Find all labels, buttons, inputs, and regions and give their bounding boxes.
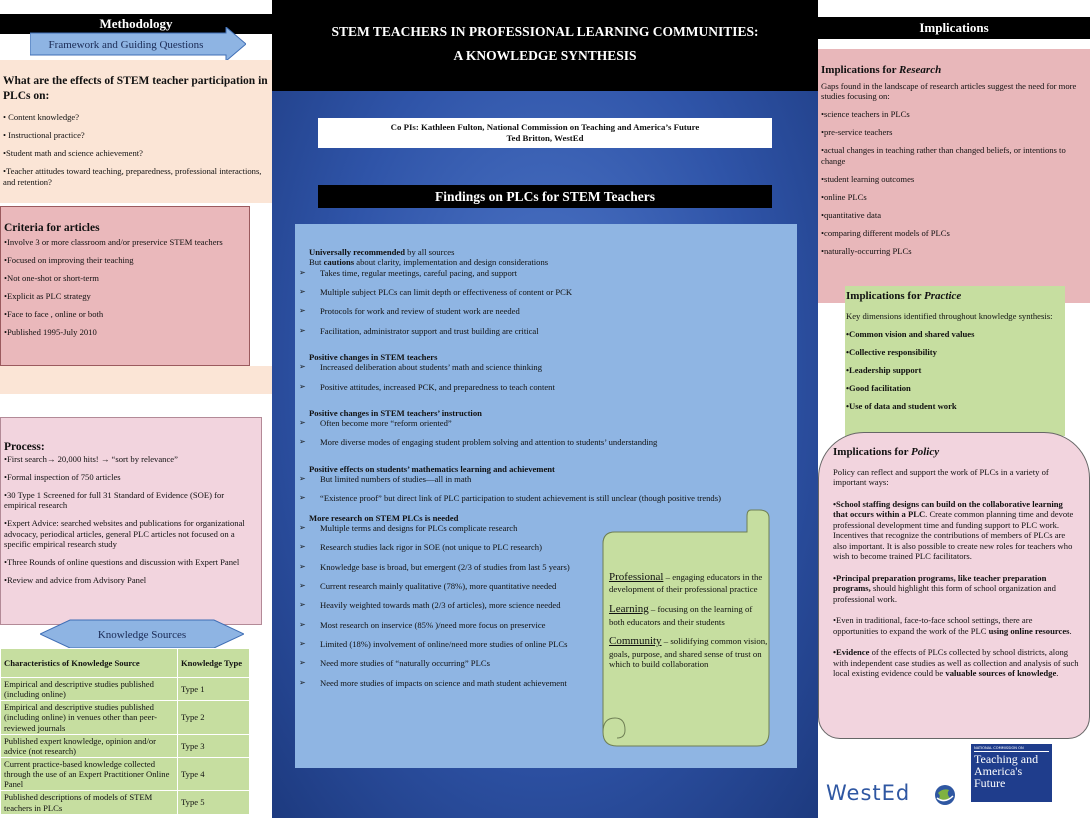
plc-definitions [609, 571, 769, 678]
table-header-row [1, 649, 250, 678]
source-type: Type 5 [178, 791, 250, 814]
practice-heading: Implications for Practice [846, 290, 962, 302]
criteria-item: •Published 1995-July 2010 [4, 326, 97, 337]
wested-globe-icon [934, 784, 956, 806]
question-item: •Teacher attitudes toward teaching, preparedness, professional interactions, and retention? [3, 166, 262, 187]
practice-intro: Key dimensions identified throughout knowledge synthesis: [846, 311, 1053, 321]
criteria-item: •Explicit as PLC strategy [4, 290, 91, 301]
finding-bullet: ➢ Limited (18%) involvement of online/need more studies of online PLCs [298, 639, 610, 649]
source-type: Type 2 [178, 701, 250, 734]
process-item: •Review and advice from Advisory Panel [4, 575, 147, 586]
source-description: Published descriptions of models of STEM teachers in PLCs [1, 791, 178, 814]
finding-bullet: ➢ Knowledge base is broad, but emergent (2/3 of studies from last 5 years) [298, 562, 610, 572]
criteria-item: •Not one-shot or short-term [4, 272, 99, 283]
finding-bullet: ➢ Heavily weighted towards math (2/3 of articles), more science needed [298, 600, 610, 610]
policy-heading: Implications for Policy [833, 446, 940, 458]
table-row [1, 734, 250, 757]
process-heading: Process: [4, 441, 45, 453]
ncta-line-2: America's [974, 764, 1023, 778]
criteria-item: •Involve 3 or more classroom and/or preservice STEM teachers [4, 237, 223, 247]
instruction-heading: Positive changes in STEM teachers’ instruction [309, 407, 482, 418]
process-item: •First search→ 20,000 hits! → “sort by relevance” [4, 454, 178, 464]
criteria-box [0, 206, 250, 366]
process-item: •Formal inspection of 750 articles [4, 471, 121, 482]
implications-header: Implications [818, 17, 1090, 39]
finding-bullet: ➢ Research studies lack rigor in SOE (not unique to PLC research) [298, 542, 610, 552]
finding-bullet: ➢ More diverse modes of engaging student problem solving and attention to students’ understanding [298, 437, 610, 447]
guiding-questions-box [0, 60, 272, 203]
stem-teachers-heading: Positive changes in STEM teachers [309, 351, 438, 362]
ncta-logo [971, 744, 1052, 802]
policy-item: •Evidence of the effects of PLCs collected by school districts, along with independent case studies as well as collection and analysis of such local existing evidence could be valuable sources of knowledge. [833, 647, 1079, 679]
plc-community: Community – solidifying common vision, goals, purpose, and shared sense of trust on which to build collaboration [609, 635, 768, 670]
title-line-1: STEM TEACHERS IN PROFESSIONAL LEARNING COMMUNITIES: [331, 24, 759, 39]
findings-header: Findings on PLCs for STEM Teachers [318, 185, 772, 208]
source-description: Empirical and descriptive studies published (including online) [1, 678, 178, 701]
policy-implications-box [818, 432, 1090, 739]
question-item: • Instructional practice? [3, 130, 85, 141]
source-description: Published expert knowledge, opinion and/or advice (not research) [1, 734, 178, 757]
methodology-header: Methodology [0, 14, 272, 34]
title-line-2: A KNOWLEDGE SYNTHESIS [453, 47, 637, 63]
left-background-fill [0, 366, 272, 394]
research-item: •quantitative data [821, 209, 882, 220]
ncta-line-1: Teaching and [974, 752, 1039, 766]
policy-item: •Principal preparation programs, like teacher preparation programs, should highlight this form of school organization and professional work. [833, 572, 1056, 604]
knowledge-sources-label: Knowledge Sources [97, 629, 187, 641]
research-item: •comparing different models of PLCs [821, 227, 950, 238]
co-pis-box [318, 118, 772, 148]
process-item: •30 Type 1 Screened for full 31 Standard of Evidence (SOE) for empirical research [4, 489, 225, 511]
achievement-heading: Positive effects on students’ mathematics learning and achievement [309, 463, 555, 474]
finding-bullet: ➢ Increased deliberation about students’ math and science thinking [298, 362, 610, 372]
practice-implications-box [845, 286, 1065, 436]
process-box [0, 417, 262, 625]
research-item: •science teachers in PLCs [821, 109, 910, 120]
question-item: • Content knowledge? [3, 112, 80, 123]
wested-logo-text: WestEd [826, 781, 911, 805]
policy-item: •Even in traditional, face-to-face school settings, there are opportunities to expand the work of the PLC using online resources. [833, 615, 1072, 636]
research-implications-box [818, 49, 1090, 303]
knowledge-sources-banner [40, 619, 244, 649]
source-type: Type 3 [178, 734, 250, 757]
research-item: •student learning outcomes [821, 173, 915, 184]
process-item: •Three Rounds of online questions and discussion with Expert Panel [4, 557, 240, 568]
finding-bullet: ➢ Current research mainly qualitative (78%), more quantitative needed [298, 581, 610, 591]
source-description: Empirical and descriptive studies published (including online) in venues other than peer-reviewed journals [1, 701, 178, 734]
policy-intro: Policy can reflect and support the work of PLCs in a variety of important ways: [833, 467, 1049, 488]
research-item: •naturally-occurring PLCs [821, 245, 912, 256]
practice-item: •Collective responsibility [846, 346, 937, 357]
col-characteristics: Characteristics of Knowledge Source [1, 649, 178, 678]
source-type: Type 1 [178, 678, 250, 701]
ncta-line-3: Future [974, 776, 1006, 790]
ncta-small-text: NATIONAL COMMISSION ON [974, 746, 1049, 752]
criteria-item: •Focused on improving their teaching [4, 254, 134, 265]
finding-bullet: ➢ Positive attitudes, increased PCK, and preparedness to teach content [298, 382, 610, 392]
poster-title [272, 0, 818, 91]
plc-learning: Learning – focusing on the learning of both educators and their students [609, 603, 753, 627]
more-research-heading: More research on STEM PLCs is needed [309, 512, 459, 523]
criteria-heading: Criteria for articles [4, 222, 100, 234]
knowledge-sources-table [0, 648, 250, 815]
finding-bullet: ➢ Need more studies of “naturally occurring” PLCs [298, 658, 610, 668]
col-knowledge-type: Knowledge Type [178, 649, 250, 678]
research-item: •actual changes in teaching rather than changed beliefs, or intentions to change [821, 145, 1066, 166]
practice-item: •Use of data and student work [846, 400, 957, 411]
finding-bullet: ➢ Need more studies of impacts on science and math student achievement [298, 678, 610, 688]
questions-heading: What are the effects of STEM teacher participation in PLCs on: [3, 75, 268, 102]
finding-bullet: ➢ Most research on inservice (85% )/need more focus on preservice [298, 620, 610, 630]
finding-bullet: ➢ Often become more “reform oriented” [298, 418, 610, 428]
table-row [1, 757, 250, 790]
finding-bullet: ➢ Takes time, regular meetings, careful pacing, and support [298, 268, 610, 278]
source-type: Type 4 [178, 757, 250, 790]
finding-bullet: ➢ Protocols for work and review of student work are needed [298, 306, 610, 316]
source-description: Current practice-based knowledge collected through the use of an Expert Practitioner Online Panel [1, 757, 178, 790]
research-item: •pre-service teachers [821, 127, 893, 138]
policy-item: •School staffing designs can build on the collaborative learning that occurs within a PLC. Create common planning time and devote professional development time and funding support to PLC work. Incentives that recognize the contributions of members of PLCs are also important. It is also possible to create new roles for teachers who wish to become trained PLC facilitators. [833, 498, 1074, 562]
framework-arrow [30, 27, 246, 61]
practice-item: •Common vision and shared values [846, 328, 975, 339]
research-intro: Gaps found in the landscape of research articles suggest the need for more studies focusing on: [821, 81, 1077, 102]
table-row [1, 791, 250, 814]
criteria-item: •Face to face , online or both [4, 308, 104, 319]
finding-bullet: ➢ Multiple subject PLCs can limit depth or effectiveness of content or PCK [298, 287, 610, 297]
practice-item: •Good facilitation [846, 382, 911, 393]
copis-line-1: Co PIs: Kathleen Fulton, National Commission on Teaching and America’s Future [390, 122, 700, 132]
research-item: •online PLCs [821, 191, 867, 202]
question-item: •Student math and science achievement? [3, 148, 143, 159]
finding-bullet: ➢ Facilitation, administrator support and trust building are critical [298, 326, 610, 336]
universal-heading: Universally recommended by all sources [309, 247, 455, 257]
finding-bullet: ➢ Multiple terms and designs for PLCs complicate research [298, 523, 610, 533]
finding-bullet: ➢ But limited numbers of studies—all in math [298, 474, 610, 484]
finding-bullet: ➢ “Existence proof” but direct link of PLC participation to student achievement is still unclear (though positive trends) [298, 493, 728, 503]
research-heading: Implications for Research [821, 64, 942, 76]
framework-label: Framework and Guiding Questions [48, 39, 204, 51]
practice-item: •Leadership support [846, 364, 922, 375]
table-row [1, 701, 250, 734]
plc-professional: Professional – engaging educators in the development of their professional practice [609, 571, 763, 595]
process-item: •Expert Advice: searched websites and publications for organizational advocacy, periodical articles, general PLC articles not focused on a specific empirical research study [4, 518, 245, 550]
cautions-line: But cautions about clarity, implementation and design considerations [309, 257, 549, 268]
table-row [1, 678, 250, 701]
copis-line-2: Ted Britton, WestEd [506, 132, 584, 143]
